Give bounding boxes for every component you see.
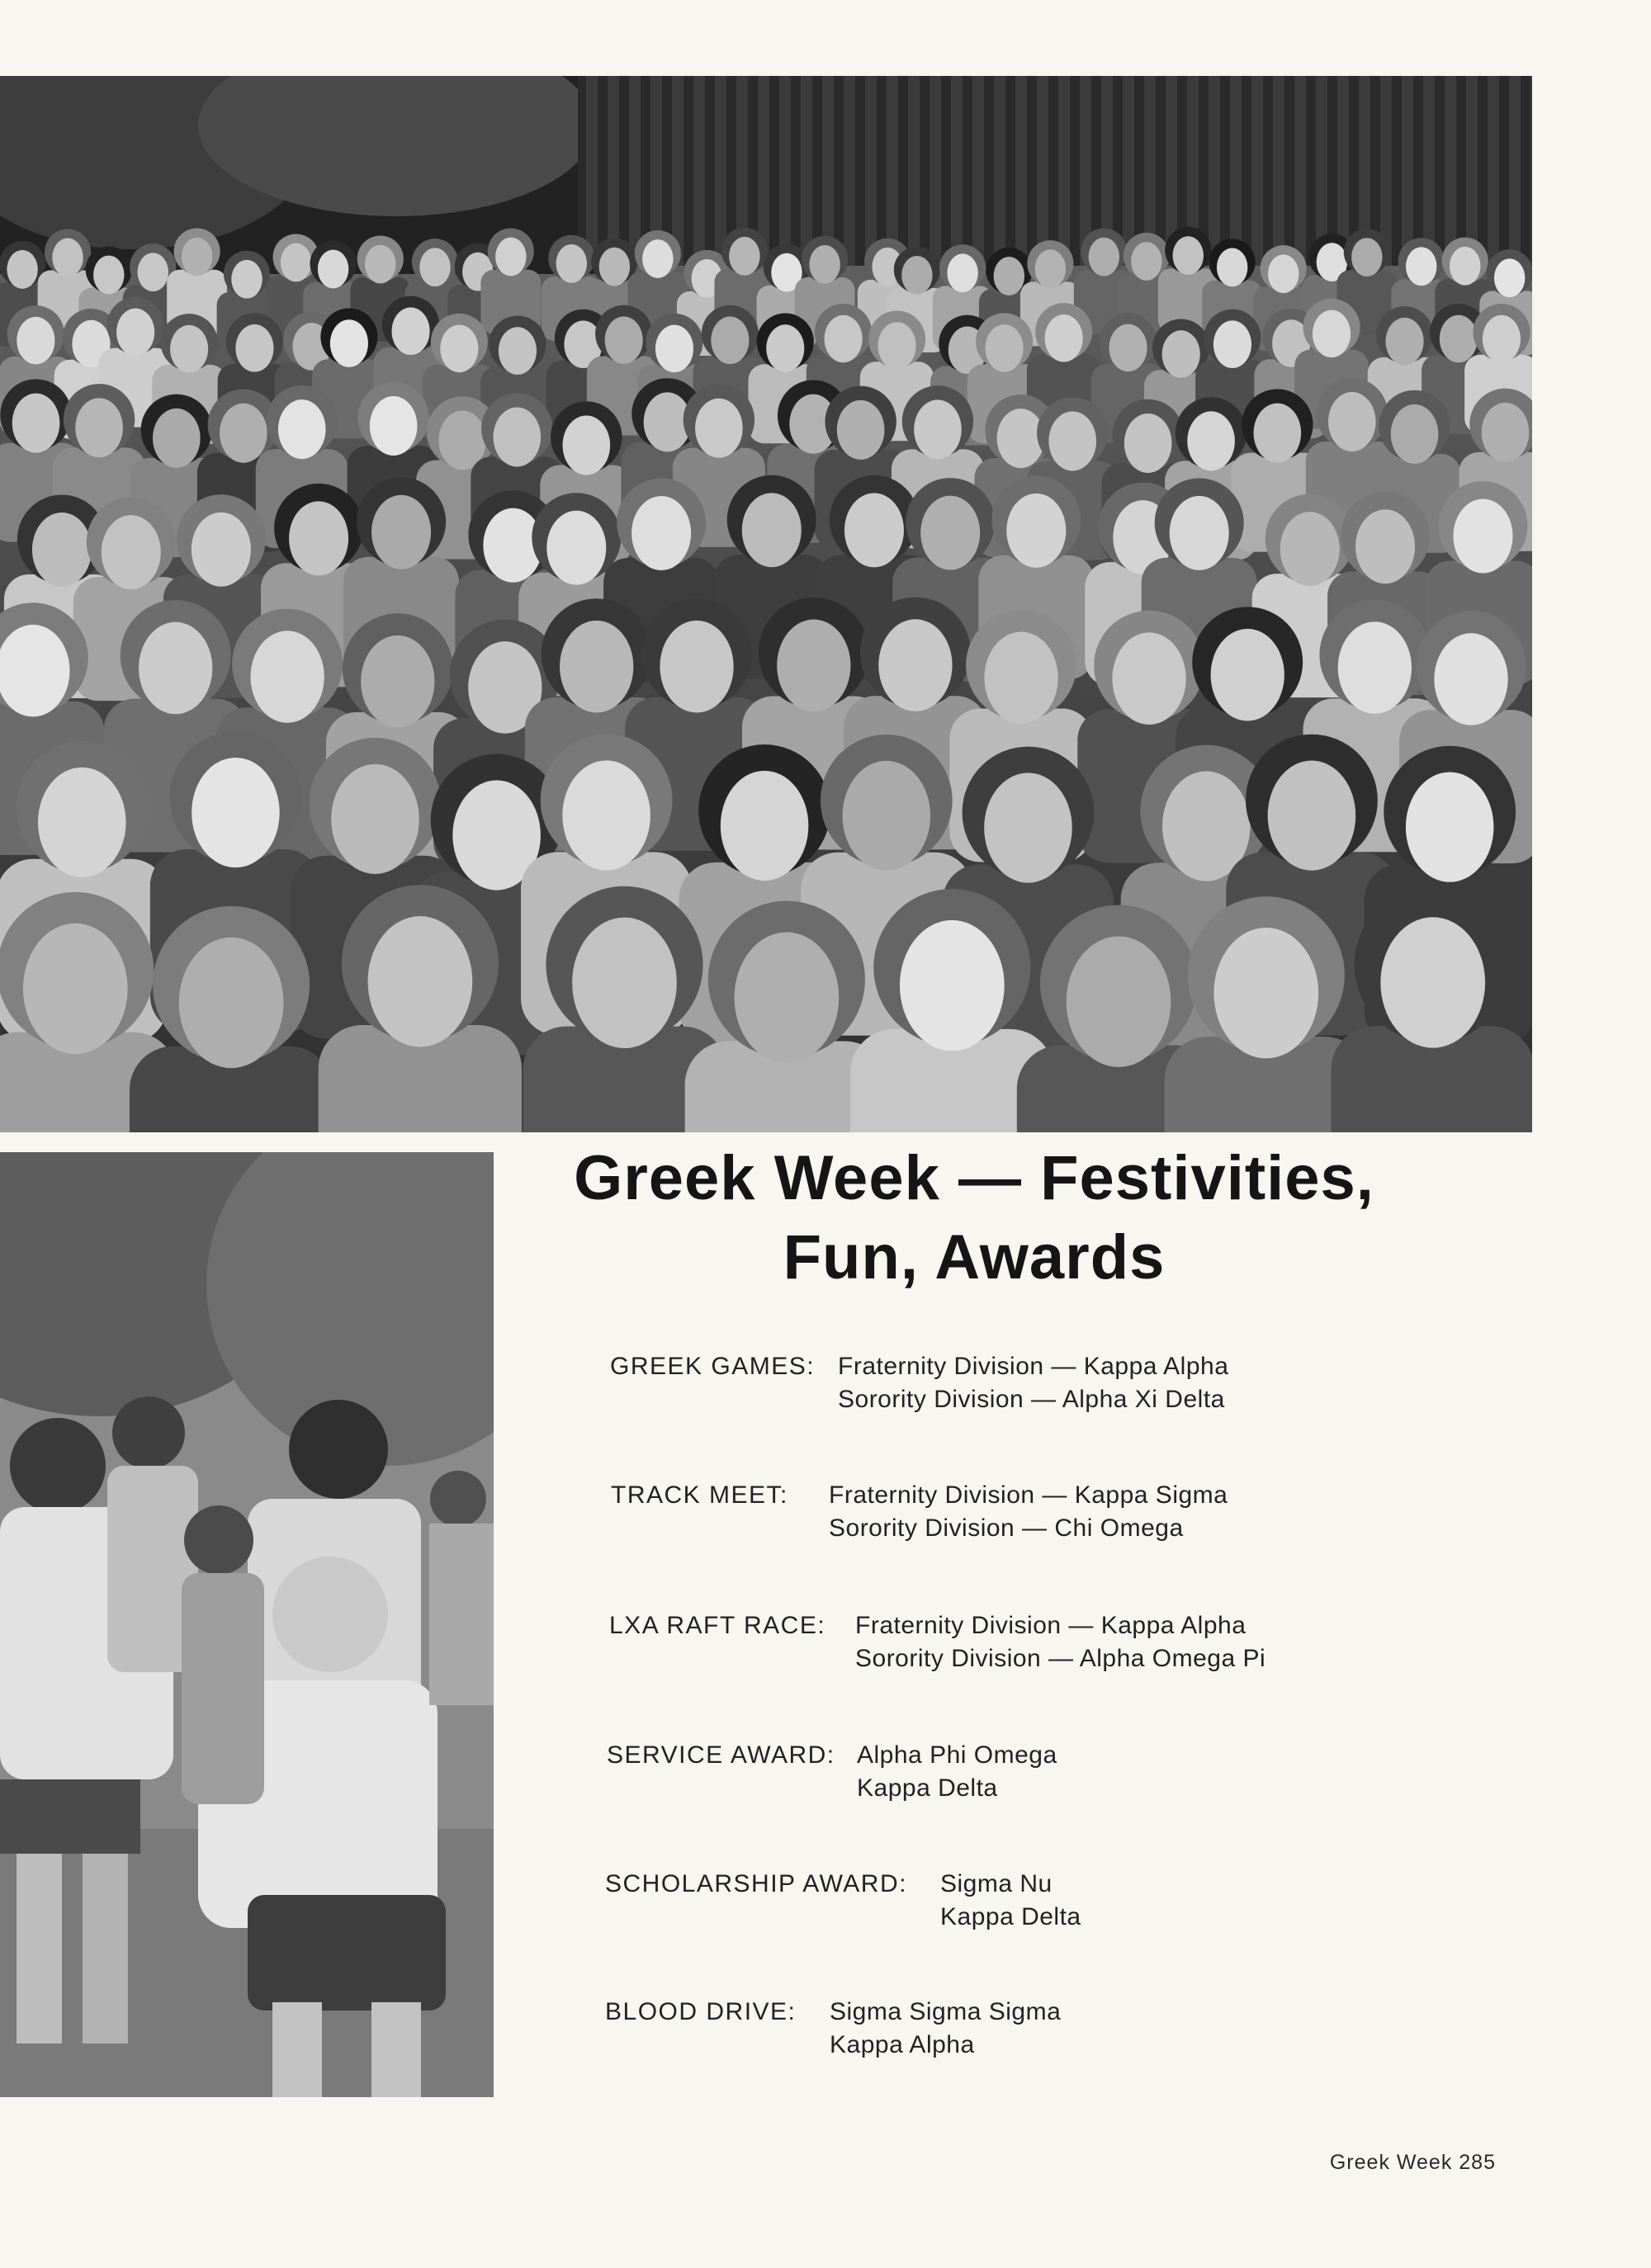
crowd-person-face [1211,629,1284,721]
crowd-person-face [1391,404,1439,464]
crowd-person-face [632,496,691,570]
fence-plank [908,76,920,266]
fence-plank [779,76,791,266]
crowd-person-face [102,515,161,589]
award-category: LXA RAFT RACE: [609,1612,826,1639]
crowd-person-face [837,400,885,460]
crowd-person-face [7,250,37,289]
award-winners [829,1479,1228,1545]
crowd-person-face [1483,315,1521,363]
crowd-person-face [843,761,931,871]
fence-plank [1488,76,1499,266]
crowd-person-face [17,317,54,365]
crowd-person-face [562,415,610,475]
award-category: TRACK MEET: [611,1481,788,1509]
crowd-person-face [116,309,154,357]
crowd-person-face [642,239,673,278]
crowd-person-face [721,771,809,881]
fence-plank [887,76,898,266]
fence-plank [994,76,1005,266]
award-winners [857,1739,1057,1805]
fence-plank [1058,76,1070,266]
crowd-person-face [560,621,633,713]
crowd-person-face [1109,324,1147,372]
crowd-person-face [729,237,759,276]
crowd-person-face [38,768,126,877]
award-winner: Sorority Division — Alpha Omega Pi [855,1645,1266,1672]
fence-plank [801,76,812,266]
crowd-photo-image [0,76,1532,1132]
crowd-person-face [1450,247,1480,286]
fence-plank [1445,76,1456,266]
crowd-person-face [495,238,526,276]
headline-line-1: Greek Week — Festivities, [574,1143,1374,1213]
crowd-person-face [52,239,83,277]
crowd-person-face [562,760,650,870]
crowd-person-face [440,325,478,373]
crowd-person-face [138,253,168,291]
crowd-person-face [1035,249,1066,288]
fence-plank [1423,76,1435,266]
crowd-person-face [1386,318,1424,366]
crowd-person-face [1124,413,1172,473]
crowd-person-face [901,256,932,295]
crowd-person-face [192,758,280,867]
crowd-person-face [93,256,124,295]
crowd-person-face [419,248,450,286]
crowd-person-face [1355,509,1415,584]
crowd-person-face [12,394,60,453]
crowd-person-face [153,409,201,468]
crowd-person-face [711,317,749,365]
fence-plank [715,76,726,266]
crowd-person-face [735,933,840,1063]
fence-plank [972,76,984,266]
award-category: SERVICE AWARD: [607,1741,835,1769]
crowd-person-face [32,513,92,587]
crowd-person-face [914,399,962,459]
crowd-person-face [825,315,863,363]
award-winner: Fraternity Division — Kappa Alpha [855,1612,1247,1639]
crowd-person-face [365,245,395,284]
students-outdoors-image [0,1152,494,2097]
crowd-person-face [1112,632,1185,725]
fence-plank [1466,76,1478,266]
crowd-person-face [1482,403,1530,462]
award-winner: Kappa Delta [940,1903,1081,1930]
award-winners [830,1996,1061,2062]
crowd-person-face [368,916,473,1047]
award-winners [855,1609,1265,1675]
crowd-person-face [289,501,348,575]
crowd-person-face [1213,320,1251,368]
award-category: SCHOLARSHIP AWARD: [605,1870,907,1897]
crowd-person-face [984,631,1057,724]
fence-plank [608,76,619,266]
crowd-person-face [920,496,980,570]
page-headline [561,1139,1387,1297]
crowd-person-face [361,636,434,728]
crowd-person-face [1048,411,1096,470]
crowd-person-face [1089,238,1119,276]
award-winners [940,1868,1081,1934]
crowd-person-face [371,495,431,569]
crowd-person-face [499,327,537,375]
crowd-person-face [1006,494,1066,568]
crowd-person-face [1440,315,1478,363]
crowd-person-face [1187,411,1235,470]
crowd-person-face [1328,392,1376,451]
crowd-person-face [494,407,542,466]
award-winner: Fraternity Division — Kappa Sigma [829,1481,1228,1509]
crowd-person-face [231,260,262,299]
fence-plank [1509,76,1521,266]
crowd-person-face [1338,621,1412,714]
fence-plank [1402,76,1413,266]
crowd-person-face [1380,917,1485,1047]
crowd-person-face [370,396,418,456]
crowd-person-face [777,620,850,712]
crowd-person-face [599,248,630,286]
crowd-person-face [994,257,1024,295]
fence-plank [1230,76,1242,266]
crowd-person-face [742,493,802,567]
award-winner: Sorority Division — Alpha Xi Delta [838,1386,1225,1413]
crowd-person-face [1213,928,1318,1058]
award-winners [838,1350,1228,1416]
crowd-person-face [844,493,904,567]
crowd-person-face [1131,242,1161,281]
fence-plank [1209,76,1220,266]
crowd-person-face [1173,236,1204,275]
crowd-person-face [318,250,348,289]
crowd-person-face [1045,314,1083,362]
crowd-person-face [1268,761,1356,871]
crowd-person-face [331,764,419,874]
fence-plank [1251,76,1263,266]
crowd-person-face [986,324,1024,372]
crowd-person-face [1313,310,1351,358]
crowd-person-face [1217,248,1247,287]
crowd-person-face [572,918,677,1048]
crowd-person-face [900,920,1005,1051]
crowd-person-face [182,238,212,276]
page-footer-folio: Greek Week 285 [1329,2151,1496,2174]
fence-plank [1037,76,1048,266]
award-category: BLOOD DRIVE: [605,1998,797,2025]
crowd-person-face [1351,238,1382,276]
fence-plank [586,76,598,266]
crowd-person-face [179,938,284,1068]
award-winner: Kappa Alpha [830,2031,975,2058]
award-winner: Alpha Phi Omega [857,1741,1057,1769]
crowd-person-face [695,399,743,458]
award-winner: Sigma Nu [940,1870,1053,1897]
award-winner: Fraternity Division — Kappa Alpha [838,1353,1229,1380]
students-outdoors-photo [0,1152,494,2097]
fence-plank [844,76,855,266]
crowd-person-face [192,513,251,587]
fence-plank [930,76,941,266]
crowd-person-face [23,924,128,1054]
fence-plank [1294,76,1306,266]
fence-plank [1530,76,1532,266]
crowd-person-face [250,631,324,723]
crowd-person-face [655,325,693,373]
crowd-person-face [330,319,368,367]
award-winner: Sorority Division — Chi Omega [829,1514,1184,1542]
award-winner: Sigma Sigma Sigma [830,1998,1062,2025]
crowd-person-face [1162,330,1200,378]
crowd-person-face [660,621,733,713]
crowd-person-face [75,398,123,457]
crowd-photo [0,76,1532,1132]
fence-plank [951,76,963,266]
award-category: GREEK GAMES: [610,1353,816,1380]
crowd-person-face [1494,258,1525,297]
fence-plank [1015,76,1027,266]
crowd-person-face [809,245,840,284]
crowd-person-face [1434,633,1507,725]
fence-plank [1123,76,1134,266]
crowd-person-face [766,324,804,372]
crowd-person-face [556,244,587,283]
crowd-person-face [281,243,311,282]
award-winner: Kappa Delta [857,1774,998,1802]
crowd-person-face [391,307,429,355]
fence-plank [1273,76,1284,266]
crowd-person-face [1406,773,1494,882]
crowd-person-face [220,404,267,463]
crowd-person-face [1254,404,1302,463]
headline-line-2: Fun, Awards [783,1222,1166,1292]
crowd-person-face [984,773,1072,882]
crowd-person-face [1406,247,1436,286]
fence-plank [693,76,705,266]
crowd-person-face [947,253,977,292]
crowd-person-face [1170,496,1229,570]
crowd-person-face [278,399,326,459]
crowd-person-face [1268,254,1299,293]
fence-plank [629,76,641,266]
crowd-person-face [235,324,273,372]
crowd-person-face [605,316,643,364]
crowd-person-face [546,511,606,585]
crowd-person-face [170,325,208,373]
crowd-person-face [878,619,952,711]
fence-plank [865,76,877,266]
crowd-person-face [1454,498,1513,573]
crowd-person-face [878,322,916,370]
crowd-person-face [1280,512,1340,586]
crowd-person-face [1067,936,1171,1066]
crowd-person-face [139,622,212,715]
